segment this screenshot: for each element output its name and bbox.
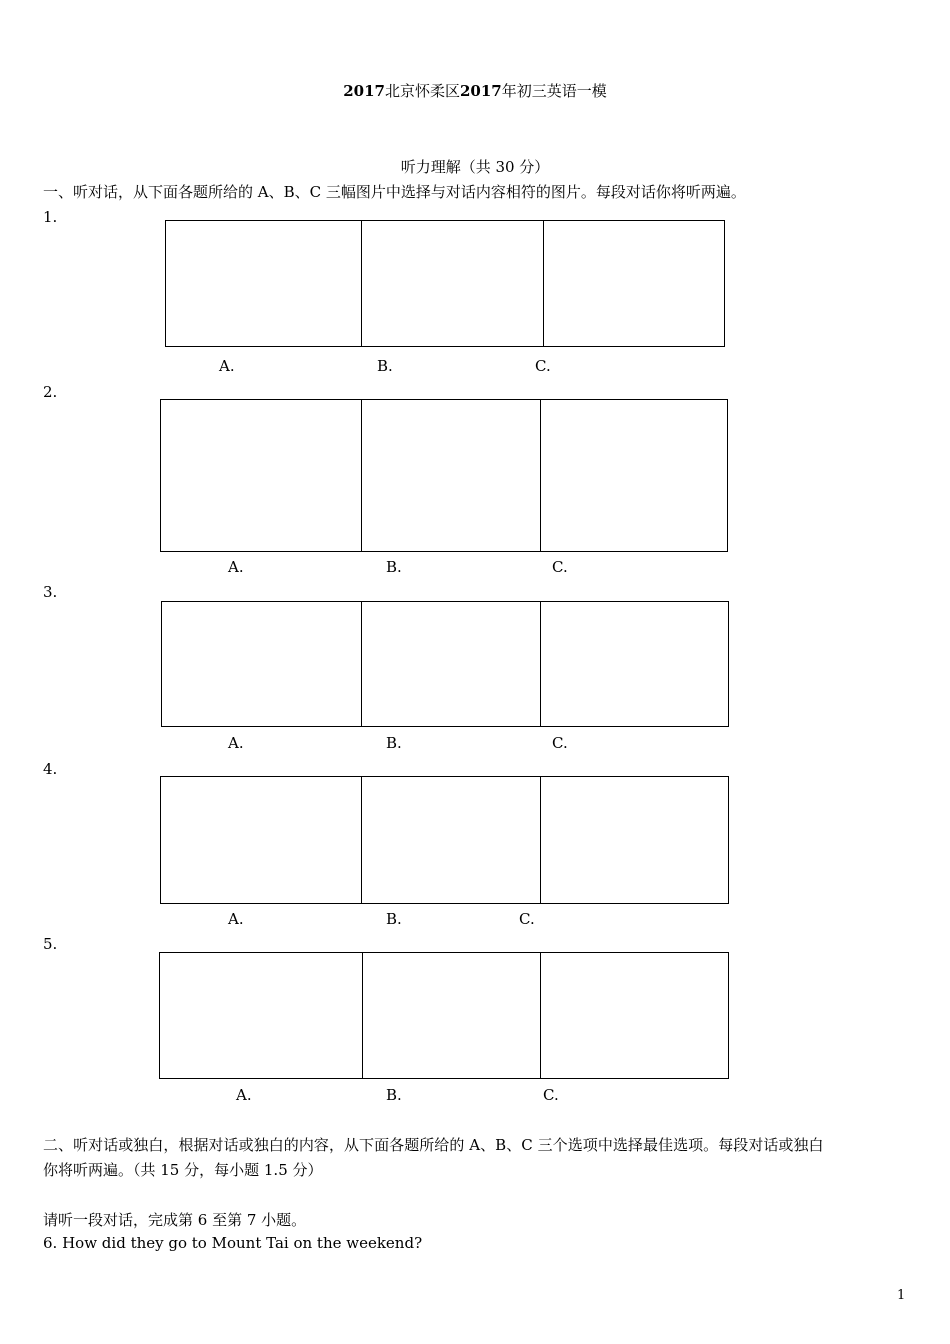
picture-row-5 (159, 952, 729, 1079)
question-number-1: 1. (43, 208, 58, 226)
option-label-c: C. (535, 357, 551, 375)
title-region: 北京怀柔区 (384, 82, 460, 100)
picture-box-c (541, 953, 728, 1078)
section1-instruction: 一、听对话，从下面各题所给的 A、B、C 三幅图片中选择与对话内容相符的图片。每段对话你将听两遍。 (43, 183, 746, 201)
option-label-a: A. (228, 910, 244, 928)
picture-box-b (362, 400, 541, 551)
question-number-2: 2. (43, 383, 58, 401)
document-title (0, 80, 950, 101)
picture-box-a (161, 777, 362, 903)
picture-box-b (362, 777, 541, 903)
picture-row-4 (160, 776, 729, 904)
question-number-3: 3. (43, 583, 58, 601)
option-label-b: B. (386, 558, 402, 576)
title-year-1: 2017 (343, 82, 385, 100)
title-exam-name: 年初三英语一模 (501, 82, 607, 100)
picture-box-a (166, 221, 362, 346)
picture-box-c (541, 400, 727, 551)
option-label-c: C. (519, 910, 535, 928)
title-year-2: 2017 (460, 82, 502, 100)
option-label-b: B. (386, 1086, 402, 1104)
page-number: 1 (897, 1288, 906, 1303)
option-label-a: A. (228, 558, 244, 576)
picture-box-b (362, 602, 541, 726)
option-label-c: C. (543, 1086, 559, 1104)
picture-row-1 (165, 220, 725, 347)
picture-box-a (162, 602, 362, 726)
picture-box-b (362, 221, 544, 346)
option-label-a: A. (219, 357, 235, 375)
option-label-b: B. (386, 734, 402, 752)
option-label-c: C. (552, 734, 568, 752)
picture-box-a (160, 953, 363, 1078)
option-label-a: A. (236, 1086, 252, 1104)
option-label-c: C. (552, 558, 568, 576)
picture-box-a (161, 400, 362, 551)
section2-instruction-line-1: 二、听对话或独白，根据对话或独白的内容，从下面各题所给的 A、B、C 三个选项中选择最佳选项。每段对话或独白 (43, 1136, 824, 1154)
option-label-a: A. (228, 734, 244, 752)
question-number-5: 5. (43, 935, 58, 953)
picture-box-c (541, 777, 728, 903)
listen-prompt: 请听一段对话，完成第 6 至第 7 小题。 (43, 1211, 307, 1229)
question-number-4: 4. (43, 760, 58, 778)
question-6-text: 6. How did they go to Mount Tai on the weekend? (43, 1234, 423, 1252)
option-label-b: B. (386, 910, 402, 928)
picture-row-3 (161, 601, 729, 727)
picture-row-2 (160, 399, 728, 552)
picture-box-c (541, 602, 728, 726)
section2-instruction-line-2: 你将听两遍。（共 15 分，每小题 1.5 分） (43, 1161, 323, 1179)
picture-box-c (544, 221, 724, 346)
picture-box-b (363, 953, 541, 1078)
option-label-b: B. (377, 357, 393, 375)
section-heading: 听力理解（共 30 分） (400, 158, 550, 176)
